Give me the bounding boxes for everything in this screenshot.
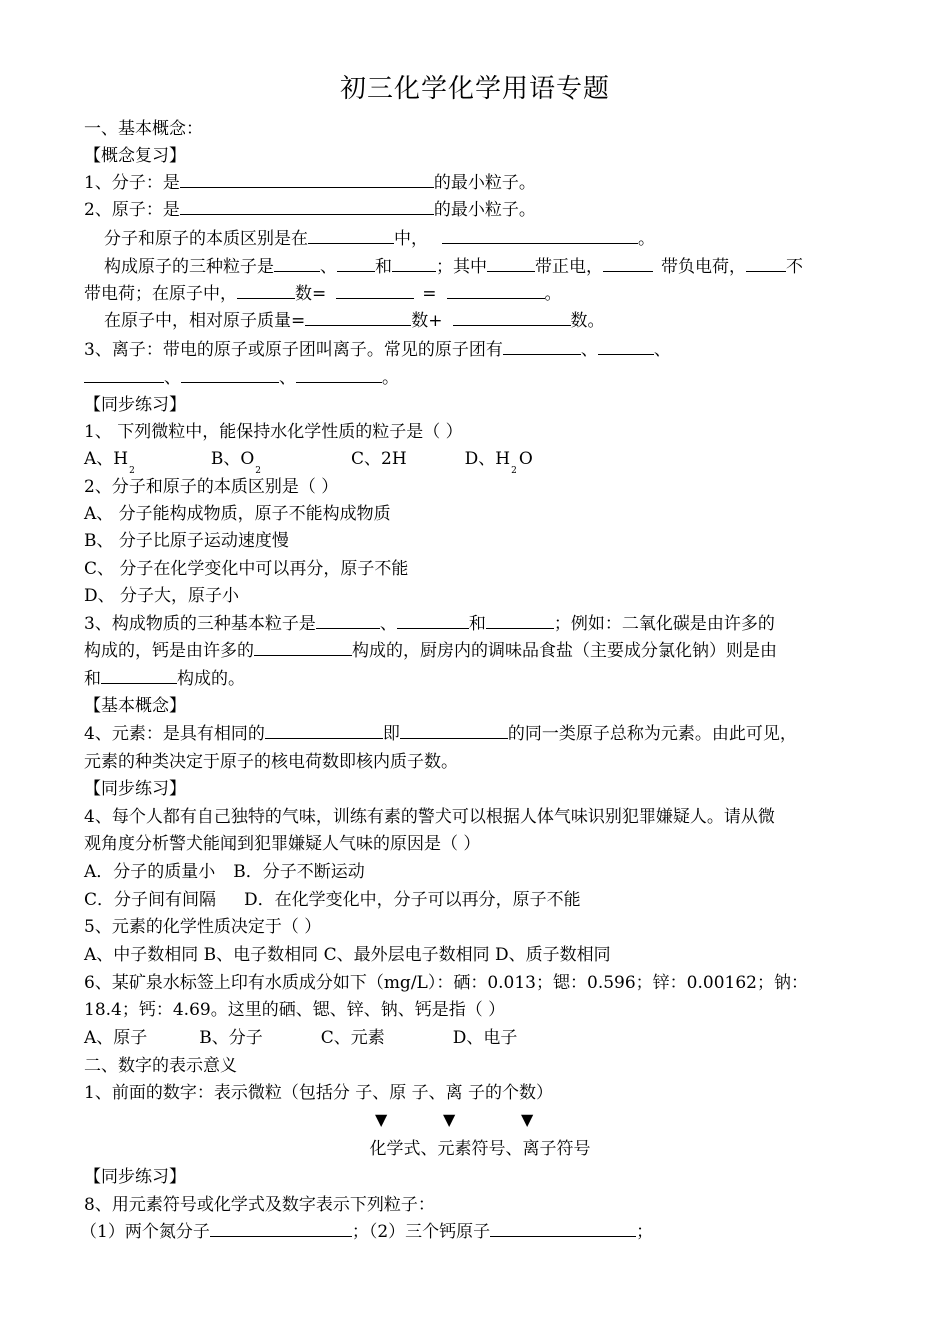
blank-e3-1[interactable] — [316, 613, 380, 629]
blank-q2d-2[interactable] — [336, 283, 414, 299]
exercise-4-line-2: 观角度分析警犬能闻到犯罪嫌疑人气味的原因是（ ） — [84, 834, 481, 854]
option-d[interactable]: D、电子 — [452, 1028, 518, 1048]
option-a[interactable]: A、原子 — [84, 1028, 148, 1048]
option-b[interactable]: B、分子 — [199, 1028, 263, 1048]
exercise-4-options-ab — [84, 861, 868, 883]
blank-q4-1[interactable] — [265, 723, 383, 739]
symbol-types: 化学式、元素符号、离子符号 — [369, 1139, 591, 1159]
option-c[interactable]: C、元素 — [320, 1028, 385, 1048]
exercise-5-stem: 5、元素的化学性质决定于（ ） — [84, 917, 322, 937]
section-basic-concepts: 一、基本概念： — [84, 119, 203, 139]
heading-sync-practice-2: 【同步练习】 — [84, 779, 186, 799]
option-a[interactable]: A．分子的质量小 — [84, 862, 216, 882]
blank-e3-2[interactable] — [397, 613, 469, 629]
exercise-6-line-2: 18.4；钙：4.69。这里的硒、锶、锌、钠、钙是指（ ） — [84, 1000, 506, 1020]
q2-charge-balance: 带电荷；在原子中， 数= = 。 — [84, 284, 562, 304]
exercise-2-stem: 2、分子和原子的本质区别是（ ） — [84, 477, 339, 497]
down-arrow-icon: ▼ — [521, 1110, 534, 1129]
arrow-row — [0, 1110, 950, 1130]
exercise-3-line-1: 3、构成物质的三种基本粒子是 、 和 ；例如：二氧化碳是由许多的 — [84, 614, 775, 634]
blank-q2c-1[interactable] — [274, 256, 320, 272]
exercise-6-options — [84, 1027, 868, 1049]
blank-q2b-2[interactable] — [442, 228, 638, 244]
option-b[interactable]: B、$O_2$ — [210, 449, 262, 476]
blank-q3-2[interactable] — [598, 339, 654, 355]
exercise-5-options[interactable]: A、中子数相同 B、电子数相同 C、最外层电子数相同 D、质子数相同 — [84, 945, 611, 965]
q2-relative-atomic-mass: 在原子中，相对原子质量= 数+ 数。 — [104, 311, 605, 331]
heading-concept-review: 【概念复习】 — [84, 146, 186, 166]
number-meaning-1: 1、前面的数字：表示微粒（包括分 子、原 子、离 子的个数） — [84, 1083, 554, 1103]
q2-atom-definition: 2、原子：是 的最小粒子。 — [84, 200, 536, 220]
blank-q2e-1[interactable] — [305, 310, 411, 326]
option-c[interactable]: C、2H — [351, 449, 407, 469]
exercise-8-items: （1）两个氮分子 ；（2）三个钙原子 ； — [80, 1222, 654, 1242]
option-b[interactable]: B．分子不断运动 — [233, 862, 365, 882]
option-c[interactable]: C．分子间有间隔 — [84, 890, 217, 910]
option-d[interactable]: D．在化学变化中，分子可以再分，原子不能 — [244, 890, 581, 910]
blank-q3-1[interactable] — [503, 339, 581, 355]
blank-q2e-2[interactable] — [453, 310, 571, 326]
exercise-3-line-2: 构成的，钙是由许多的 构成的，厨房内的调味品食盐（主要成分氯化钠）则是由 — [84, 641, 777, 661]
down-arrow-icon: ▼ — [443, 1110, 456, 1129]
q4-element-note: 元素的种类决定于原子的核电荷数即核内质子数。 — [84, 752, 458, 772]
option-d[interactable]: D、$H_2O$ — [464, 449, 533, 476]
heading-sync-practice-1: 【同步练习】 — [84, 395, 186, 415]
heading-sync-practice-3: 【同步练习】 — [84, 1167, 186, 1187]
blank-q2[interactable] — [180, 199, 434, 215]
blank-q2c-6[interactable] — [746, 256, 786, 272]
blank-q2c-4[interactable] — [487, 256, 535, 272]
q2-essential-difference: 分子和原子的本质区别是在 中， 。 — [104, 229, 655, 249]
q3-ion-definition: 3、离子：带电的原子或原子团叫离子。常见的原子团有 、 、 — [84, 340, 671, 360]
exercise-6-line-1: 6、某矿泉水标签上印有水质成分如下（mg/L）：硒：0.013；锶：0.596；锌：0.00162；钠： — [84, 973, 808, 993]
q1-molecule-definition: 1、分子：是 的最小粒子。 — [84, 173, 536, 193]
blank-q2b-1[interactable] — [308, 228, 394, 244]
down-arrow-icon: ▼ — [375, 1110, 388, 1129]
section-number-meanings: 二、数字的表示意义 — [84, 1056, 237, 1076]
exercise-2-option-d[interactable]: D、 分子大，原子小 — [84, 586, 240, 606]
exercise-3-line-3: 和 构成的。 — [84, 669, 245, 689]
q2-atom-particles: 构成原子的三种粒子是 、 和 ；其中 带正电， 带负电荷， 不 — [104, 257, 803, 277]
blank-q3-4[interactable] — [181, 367, 279, 383]
page-title: 初三化学化学用语专题 — [339, 74, 610, 104]
blank-q2c-3[interactable] — [392, 256, 436, 272]
exercise-2-option-c[interactable]: C、 分子在化学变化中可以再分，原子不能 — [84, 559, 409, 579]
exercise-4-line-1: 4、每个人都有自己独特的气味，训练有素的警犬可以根据人体气味识别犯罪嫌疑人。请从微 — [84, 807, 775, 827]
heading-basic-concepts: 【基本概念】 — [84, 696, 186, 716]
exercise-2-option-b[interactable]: B、 分子比原子运动速度慢 — [84, 531, 289, 551]
exercise-8-stem: 8、用元素符号或化学式及数字表示下列粒子： — [84, 1195, 435, 1215]
blank-q2c-5[interactable] — [603, 256, 653, 272]
blank-q3-3[interactable] — [84, 367, 164, 383]
exercise-4-options-cd — [84, 889, 868, 911]
blank-e3-4[interactable] — [254, 640, 352, 656]
exercise-1-stem: 1、 下列微粒中，能保持水化学性质的粒子是（ ） — [84, 422, 463, 442]
blank-e8-1[interactable] — [210, 1221, 352, 1237]
exercise-2-option-a[interactable]: A、 分子能构成物质，原子不能构成物质 — [84, 504, 391, 524]
q4-element-definition: 4、元素：是具有相同的 即 的同一类原子总称为元素。由此可见， — [84, 724, 797, 744]
blank-e3-3[interactable] — [486, 613, 554, 629]
blank-q4-2[interactable] — [400, 723, 508, 739]
blank-q1[interactable] — [180, 172, 434, 188]
q3-atomic-groups: 、 、 。 — [84, 367, 868, 389]
blank-q2d-1[interactable] — [237, 283, 295, 299]
blank-q3-5[interactable] — [296, 367, 382, 383]
blank-q2c-2[interactable] — [337, 256, 375, 272]
exercise-1-options — [84, 448, 868, 476]
option-a[interactable]: A、$H_2$ — [84, 449, 135, 476]
blank-e8-2[interactable] — [490, 1221, 636, 1237]
blank-e3-5[interactable] — [101, 668, 177, 684]
blank-q2d-3[interactable] — [447, 283, 545, 299]
